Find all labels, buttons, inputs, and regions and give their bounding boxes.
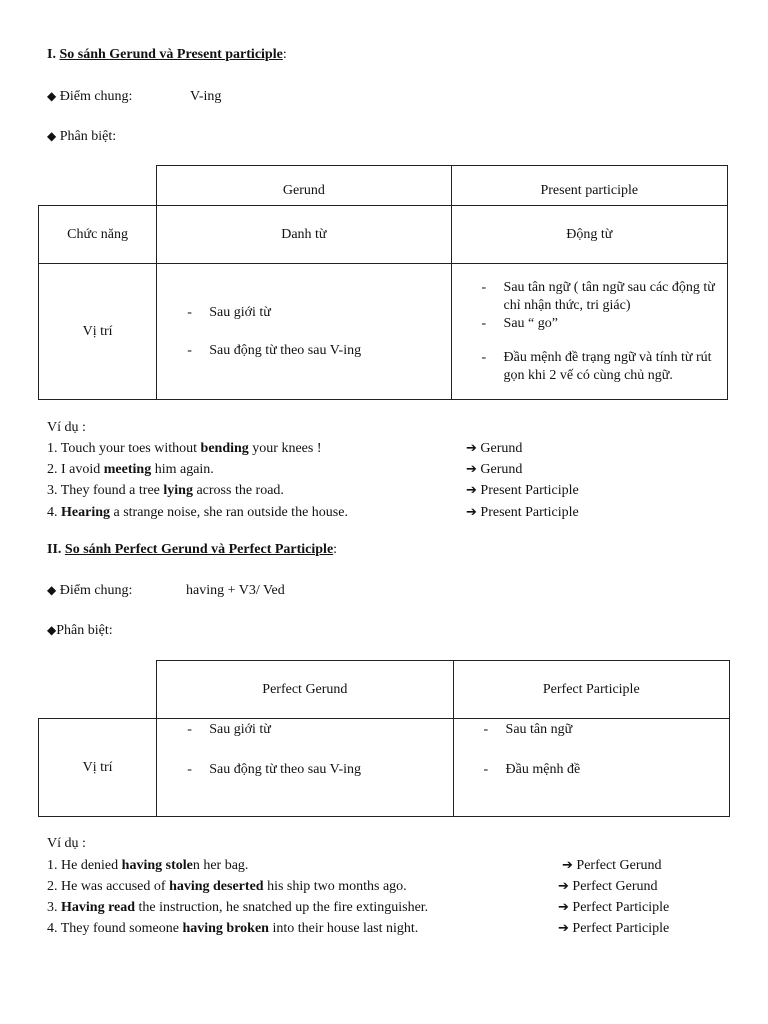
perfect-participle-list [484, 721, 729, 779]
section2-diff-line [47, 623, 113, 639]
section1-numeral: I. [47, 47, 56, 62]
example-sentence: 2. He was accused of having deserted his ship two months ago. [47, 879, 407, 894]
list-item: - Sau giới từ [187, 721, 452, 739]
section1-common-label: Điểm chung: [59, 89, 133, 104]
table-header-row [39, 661, 730, 719]
table-header-present: Present participle [451, 166, 727, 206]
section1-common-value: V-ing [190, 89, 222, 104]
table-header-gerund: Gerund [157, 166, 451, 206]
arrow-right-icon: ➔ [466, 505, 477, 520]
table-row-label-function: Chức năng [39, 206, 157, 264]
section2-table [38, 660, 730, 817]
section1-common-line [47, 89, 222, 105]
arrow-right-icon: ➔ [558, 900, 569, 915]
example-sentence: 4. Hearing a strange noise, she ran outside the house. [47, 505, 348, 520]
section2-common-label: Điểm chung: [59, 583, 133, 598]
list-item: - Sau động từ theo sau V-ing [187, 761, 452, 779]
list-item: - Đầu mệnh đề trạng ngữ và tính từ rút gọn khi 2 vế có cùng chủ ngữ. [482, 349, 721, 385]
arrow-right-icon: ➔ [558, 921, 569, 936]
section1-table [38, 165, 728, 400]
table-row-position [39, 719, 730, 817]
example-result: ➔ Present Participle [466, 505, 579, 520]
list-item: - Sau động từ theo sau V-ing [187, 342, 450, 360]
arrow-right-icon: ➔ [562, 858, 573, 873]
section1-title: So sánh Gerund và Present participle [59, 47, 283, 62]
section1-heading [47, 47, 287, 63]
section2-colon: : [333, 542, 338, 557]
example-result: ➔ Perfect Participle [558, 921, 670, 936]
example-result: ➔ Perfect Gerund [562, 858, 662, 873]
section2-title: So sánh Perfect Gerund và Perfect Participle [64, 542, 334, 557]
present-position-list [482, 279, 721, 385]
section1-diff-line [47, 129, 116, 145]
table-header-perfect-gerund: Perfect Gerund [157, 661, 453, 719]
list-item: - Sau “ go” [482, 315, 721, 333]
section1-colon: : [282, 47, 287, 62]
arrow-right-icon: ➔ [466, 483, 477, 498]
table-empty-cell [39, 661, 157, 719]
section2-heading [47, 542, 337, 558]
table-row-position [39, 264, 728, 400]
list-item: - Sau tân ngữ [484, 721, 729, 739]
section2-common-line [47, 583, 285, 599]
example-sentence: 1. Touch your toes without bending your knees ! [47, 441, 322, 456]
table-empty-cell [39, 166, 157, 206]
table-header-row [39, 166, 728, 206]
table-row-function [39, 206, 728, 264]
table-position-perfect-participle [453, 719, 729, 817]
example-result: ➔ Gerund [466, 462, 523, 477]
table-position-gerund [157, 264, 451, 400]
diamond-icon: ◆ [47, 623, 57, 637]
section1-diff-label: Phân biệt: [59, 129, 117, 144]
example-result: ➔ Gerund [466, 441, 523, 456]
example-sentence: 2. I avoid meeting him again. [47, 462, 214, 477]
table-function-gerund: Danh từ [157, 206, 451, 264]
section2-common-value: having + V3/ Ved [186, 583, 285, 598]
table-function-present: Động từ [451, 206, 727, 264]
diamond-icon: ◆ [47, 583, 57, 597]
section2-diff-label: Phân biệt: [56, 623, 113, 638]
table-row-label-position: Vị trí [39, 264, 157, 400]
section1-examples-label: Ví dụ : [47, 420, 86, 435]
table-position-present [451, 264, 727, 400]
example-result: ➔ Present Participle [466, 483, 579, 498]
arrow-right-icon: ➔ [466, 462, 477, 477]
section2-numeral: II. [47, 542, 62, 557]
example-sentence: 3. Having read the instruction, he snatched up the fire extinguisher. [47, 900, 429, 915]
table-header-perfect-participle: Perfect Participle [453, 661, 729, 719]
example-sentence: 1. He denied having stolen her bag. [47, 858, 249, 873]
diamond-icon: ◆ [47, 89, 57, 103]
arrow-right-icon: ➔ [466, 441, 477, 456]
table-position-perfect-gerund [157, 719, 453, 817]
example-result: ➔ Perfect Gerund [558, 879, 658, 894]
example-sentence: 3. They found a tree lying across the road. [47, 483, 284, 498]
example-result: ➔ Perfect Participle [558, 900, 670, 915]
table-row-label-position: Vị trí [39, 719, 157, 817]
example-sentence: 4. They found someone having broken into their house last night. [47, 921, 419, 936]
list-item: - Sau giới từ [187, 304, 450, 322]
list-item: - Sau tân ngữ ( tân ngữ sau các động từ chỉ nhận thức, tri giác) [482, 279, 721, 315]
section2-examples-label: Ví dụ : [47, 836, 86, 851]
perfect-gerund-list [187, 721, 452, 779]
list-item: - Đầu mệnh đề [484, 761, 729, 779]
gerund-position-list [187, 304, 450, 360]
arrow-right-icon: ➔ [558, 879, 569, 894]
diamond-icon: ◆ [47, 129, 57, 143]
